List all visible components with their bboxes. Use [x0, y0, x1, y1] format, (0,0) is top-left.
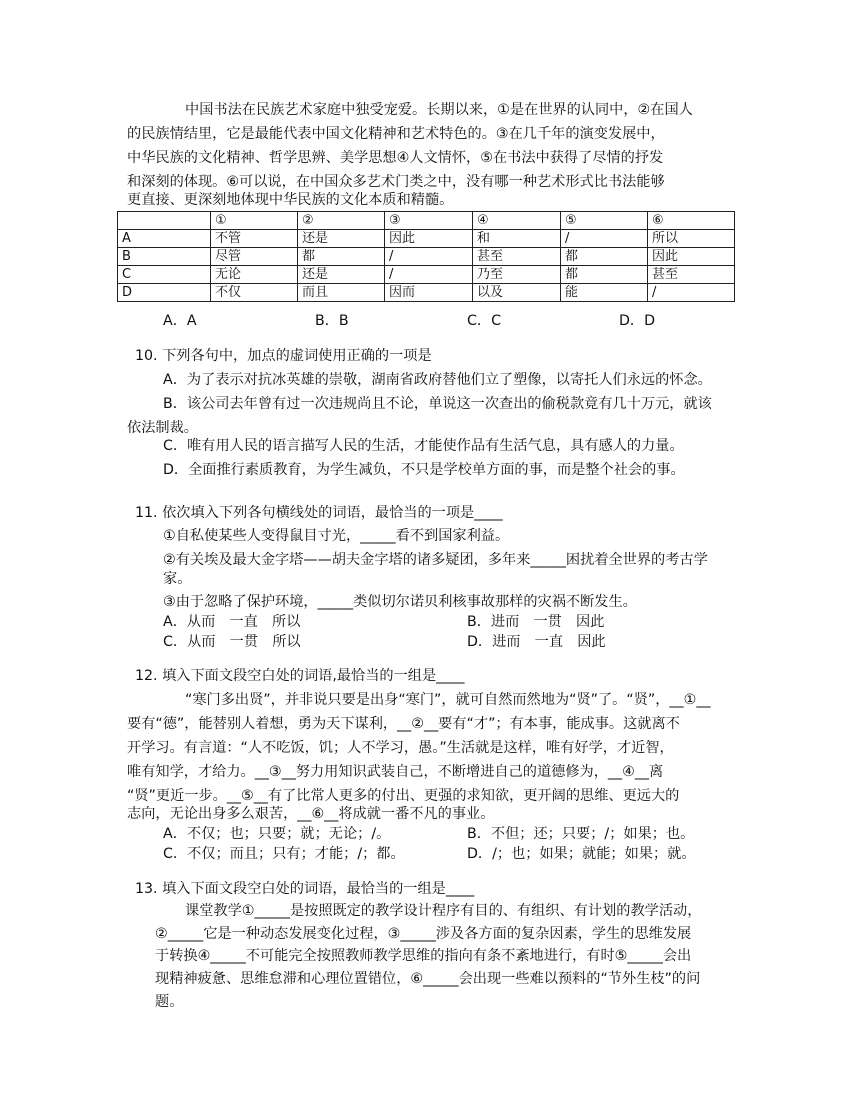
table-cell: ⑥ — [648, 212, 735, 230]
answer-option-b[interactable]: B．B — [315, 313, 349, 329]
answer-option-b[interactable]: B．不但；还；只要；/；如果；也。 — [467, 826, 695, 842]
question-stem: 13. 填入下面文段空白处的词语，最恰当的一组是____ — [135, 881, 475, 897]
table-cell: 因此 — [385, 230, 473, 248]
q9-options-table — [117, 211, 735, 302]
table-row — [118, 248, 735, 266]
passage-line: 要有“德”，能替别人着想，勇为天下谋利，__②__要有“才”；有本事，能成事。这就离不 — [127, 716, 680, 732]
answer-option-a[interactable]: A．不仅；也；只要；就；无论；/。 — [163, 826, 391, 842]
table-cell: ⑤ — [561, 212, 648, 230]
answer-option-c[interactable]: C．从而 一贯 所以 — [163, 634, 301, 650]
table-cell: / — [648, 284, 735, 302]
table-cell: D — [118, 284, 211, 302]
answer-option-d[interactable]: D．进而 一直 因此 — [467, 634, 606, 650]
passage-line: 志向，无论出身多么艰苦，__⑥__将成就一番不凡的事业。 — [127, 806, 495, 822]
passage-line: 开学习。有言道：“人不吃饭，饥；人不学习，愚。”生活就是这样，唯有好学，才近智， — [127, 740, 674, 756]
answer-option-c[interactable]: C．C — [467, 313, 502, 329]
table-header-row — [118, 212, 735, 230]
table-cell: 都 — [298, 248, 385, 266]
passage-line: 题。 — [155, 994, 184, 1010]
sentence-line: 家。 — [163, 571, 192, 587]
table-row — [118, 284, 735, 302]
table-cell: / — [561, 230, 648, 248]
table-cell: ③ — [385, 212, 473, 230]
answer-option-b[interactable]: B．该公司去年曾有过一次违规尚且不论，单说这一次查出的偷税款竟有几十万元，就该 — [163, 396, 712, 412]
sentence-line: ②有关埃及最大金字塔——胡夫金字塔的诸多疑团，多年来_____困扰着全世界的考古学 — [163, 552, 708, 568]
answer-option-c[interactable]: C．不仅；而且；只有；才能；/；都。 — [163, 846, 405, 862]
table-cell: / — [385, 248, 473, 266]
q9-passage-line: 更直接、更深刻地体现中华民族的文化本质和精髓。 — [127, 192, 454, 208]
question-stem: 12. 填入下面文段空白处的词语,最恰当的一组是____ — [135, 668, 465, 684]
table-cell — [118, 212, 211, 230]
table-cell: C — [118, 266, 211, 284]
answer-option-b[interactable]: B．进而 一贯 因此 — [467, 614, 605, 630]
answer-option-a[interactable]: A．从而 一直 所以 — [163, 614, 301, 630]
answer-option-a[interactable]: A．A — [163, 313, 197, 329]
answer-option-a[interactable]: A．为了表示对抗冰英雄的崇敬，湖南省政府替他们立了塑像，以寄托人们永远的怀念。 — [163, 372, 712, 388]
q9-passage-line: 中华民族的文化精神、哲学思辨、美学思想④人文情怀，⑤在书法中获得了尽情的抒发 — [127, 150, 664, 166]
table-cell: 甚至 — [473, 248, 561, 266]
q9-passage-line: 和深刻的体现。⑥可以说，在中国众多艺术门类之中，没有哪一种艺术形式比书法能够 — [127, 174, 665, 190]
passage-line: “寒门多出贤”，并非说只要是出身“寒门”，就可自然而然地为“贤”了。“贤”，__①__ — [185, 692, 711, 708]
table-cell: 以及 — [473, 284, 561, 302]
sentence-line: ③由于忽略了保护环境，_____类似切尔诺贝利核事故那样的灾祸不断发生。 — [163, 594, 637, 610]
table-cell: 都 — [561, 248, 648, 266]
table-cell: 所以 — [648, 230, 735, 248]
table-cell: / — [385, 266, 473, 284]
table-cell: 而且 — [298, 284, 385, 302]
table-cell: 能 — [561, 284, 648, 302]
question-stem: 10. 下列各句中，加点的虚词使用正确的一项是 — [135, 348, 432, 364]
table-row — [118, 230, 735, 248]
passage-line: 于转换④_____不可能完全按照教师教学思维的指向有条不紊地进行，有时⑤_____会出 — [155, 948, 692, 964]
passage-line: ②_____它是一种动态发展变化过程，③_____涉及各方面的复杂因素，学生的思维发展 — [155, 926, 692, 942]
table-cell: 乃至 — [473, 266, 561, 284]
answer-option-d[interactable]: D．全面推行素质教育，为学生减负，不只是学校单方面的事，而是整个社会的事。 — [163, 462, 685, 478]
q9-passage-line: 的民族情结里，它是最能代表中国文化精神和艺术特色的。③在几千年的演变发展中， — [127, 126, 665, 142]
passage-line: 唯有知学，才给力。__③__努力用知识武装自己，不断增进自己的道德修为，__④__离 — [127, 764, 664, 780]
q9-passage-line: 中国书法在民族艺术家庭中独受宠爱。长期以来，①是在世界的认同中，②在国人 — [185, 102, 693, 118]
table-cell: ② — [298, 212, 385, 230]
table-cell: 不仅 — [211, 284, 298, 302]
answer-option-b-continued: 依法制裁。 — [127, 420, 198, 436]
passage-line: 现精神疲惫、思维怠滞和心理位置错位，⑥_____会出现一些难以预料的“节外生枝”的问 — [155, 971, 701, 987]
table-cell: ④ — [473, 212, 561, 230]
table-cell: 尽管 — [211, 248, 298, 266]
table-cell: 和 — [473, 230, 561, 248]
table-cell: A — [118, 230, 211, 248]
question-stem: 11. 依次填入下列各句横线处的词语，最恰当的一项是____ — [135, 505, 503, 521]
passage-line: “贤”更近一步。__⑤__有了比常人更多的付出、更强的求知欲，更开阔的思维、更远大的 — [127, 788, 680, 804]
table-cell: 不管 — [211, 230, 298, 248]
table-cell: 还是 — [298, 266, 385, 284]
answer-option-d[interactable]: D．D — [619, 313, 656, 329]
table-cell: 因此 — [648, 248, 735, 266]
table-cell: 都 — [561, 266, 648, 284]
table-cell: 甚至 — [648, 266, 735, 284]
table-cell: 无论 — [211, 266, 298, 284]
table-cell: 因而 — [385, 284, 473, 302]
table-cell: B — [118, 248, 211, 266]
passage-line: 课堂教学①_____是按照既定的教学设计程序有目的、有组织、有计划的教学活动， — [185, 903, 702, 919]
sentence-line: ①自私使某些人变得鼠目寸光，_____看不到国家利益。 — [163, 528, 510, 544]
answer-option-d[interactable]: D．/；也；如果；就能；如果；就。 — [467, 846, 696, 862]
answer-option-c[interactable]: C．唯有用人民的语言描写人民的生活，才能使作品有生活气息，具有感人的力量。 — [163, 438, 684, 454]
table-cell: ① — [211, 212, 298, 230]
table-cell: 还是 — [298, 230, 385, 248]
table-row — [118, 266, 735, 284]
